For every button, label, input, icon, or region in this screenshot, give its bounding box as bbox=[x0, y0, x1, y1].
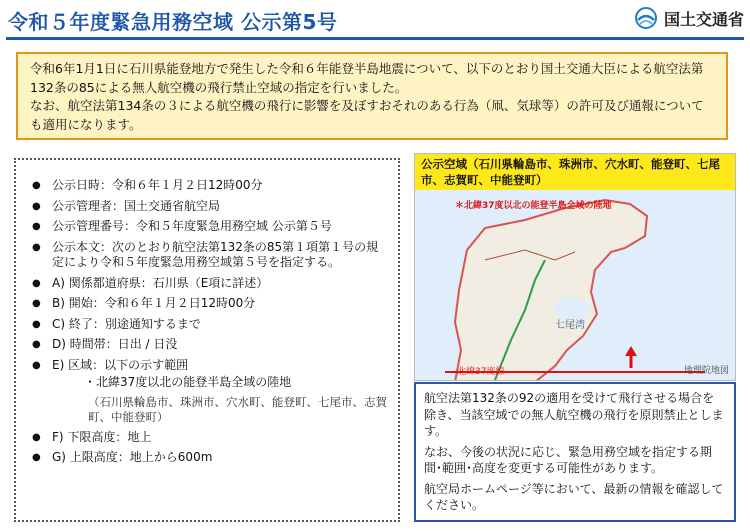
detail-item: ● 公示日時：令和６年１月２日12時00分 bbox=[30, 178, 388, 194]
detail-item: ● 公示本文：次のとおり航空法第132条の85第１項第１号の規定により令和５年度緊急用務空域第５号を指定する。 bbox=[30, 240, 388, 271]
map-note: ＊北緯37度以北の能登半島全域の陸地 bbox=[455, 201, 612, 211]
intro-paragraph-2: なお、航空法第134条の３による航空機の飛行に影響を及ぼすおそれのある行為（凧、気球等）の許可及び通報についても適用になります。 bbox=[30, 98, 704, 132]
latitude-line-label: 北緯37度線 bbox=[457, 367, 505, 377]
mlit-logo bbox=[634, 6, 744, 30]
details-list bbox=[30, 178, 388, 373]
detail-item: ● B) 開始：令和６年１月２日12時00分 bbox=[30, 296, 388, 312]
detail-item: ● E) 区域：以下の示す範囲 bbox=[30, 358, 388, 374]
noto-peninsula-map bbox=[415, 190, 736, 381]
intro-box bbox=[16, 52, 728, 140]
title-divider bbox=[6, 37, 744, 40]
page-title: 令和５年度緊急用務空域 公示第5号 bbox=[8, 10, 338, 34]
details-list-2 bbox=[30, 430, 388, 466]
detail-item: ● F) 下限高度：地上 bbox=[30, 430, 388, 446]
notice-paragraph-1: 航空法第132条の92の適用を受けて飛行させる場合を除き、当該空域での無人航空機の飛行を原則禁止とします。 bbox=[424, 391, 724, 438]
mlit-logo-icon bbox=[634, 6, 658, 30]
logo-text: 国土交通省 bbox=[663, 9, 744, 29]
detail-item: ● A) 関係都道府県：石川県（E項に詳述） bbox=[30, 276, 388, 292]
detail-item: ● 公示管理番号：令和５年度緊急用務空域 公示第５号 bbox=[30, 219, 388, 235]
detail-item: ● D) 時間帯：日出 / 日没 bbox=[30, 337, 388, 353]
detail-item: ● C) 終了：別途通知するまで bbox=[30, 317, 388, 333]
map-title: 公示空域（石川県輪島市、珠洲市、穴水町、能登町、七尾市、志賀町、中能登町） bbox=[415, 154, 735, 190]
bay-label: 七尾湾 bbox=[555, 320, 585, 331]
area-cities: （石川県輪島市、珠洲市、穴水町、能登町、七尾市、志賀町、中能登町） bbox=[88, 394, 387, 424]
area-description: ・北緯37度以北の能登半島全域の陸地 bbox=[84, 375, 292, 389]
map-source: 地理院地図 bbox=[683, 366, 729, 376]
notice-details-box bbox=[14, 158, 400, 522]
intro-paragraph-1: 令和6年1月1日に石川県能登地方で発生した令和６年能登半島地震について、以下のとおり国土交通大臣による航空法第132条の85による無人航空機の飛行禁止空域の指定を行いました。 bbox=[30, 61, 704, 95]
notice-paragraph-3: 航空局ホームページ等において、最新の情報を確認してください。 bbox=[424, 481, 724, 512]
detail-item: ● G) 上限高度：地上から600m bbox=[30, 450, 388, 466]
airspace-map bbox=[414, 153, 736, 381]
notice-box bbox=[414, 382, 736, 522]
detail-item: ● 公示管理者：国土交通省航空局 bbox=[30, 199, 388, 215]
notice-paragraph-2: なお、今後の状況に応じ、緊急用務空域を指定する期間･範囲･高度を変更する可能性があります。 bbox=[424, 444, 713, 475]
